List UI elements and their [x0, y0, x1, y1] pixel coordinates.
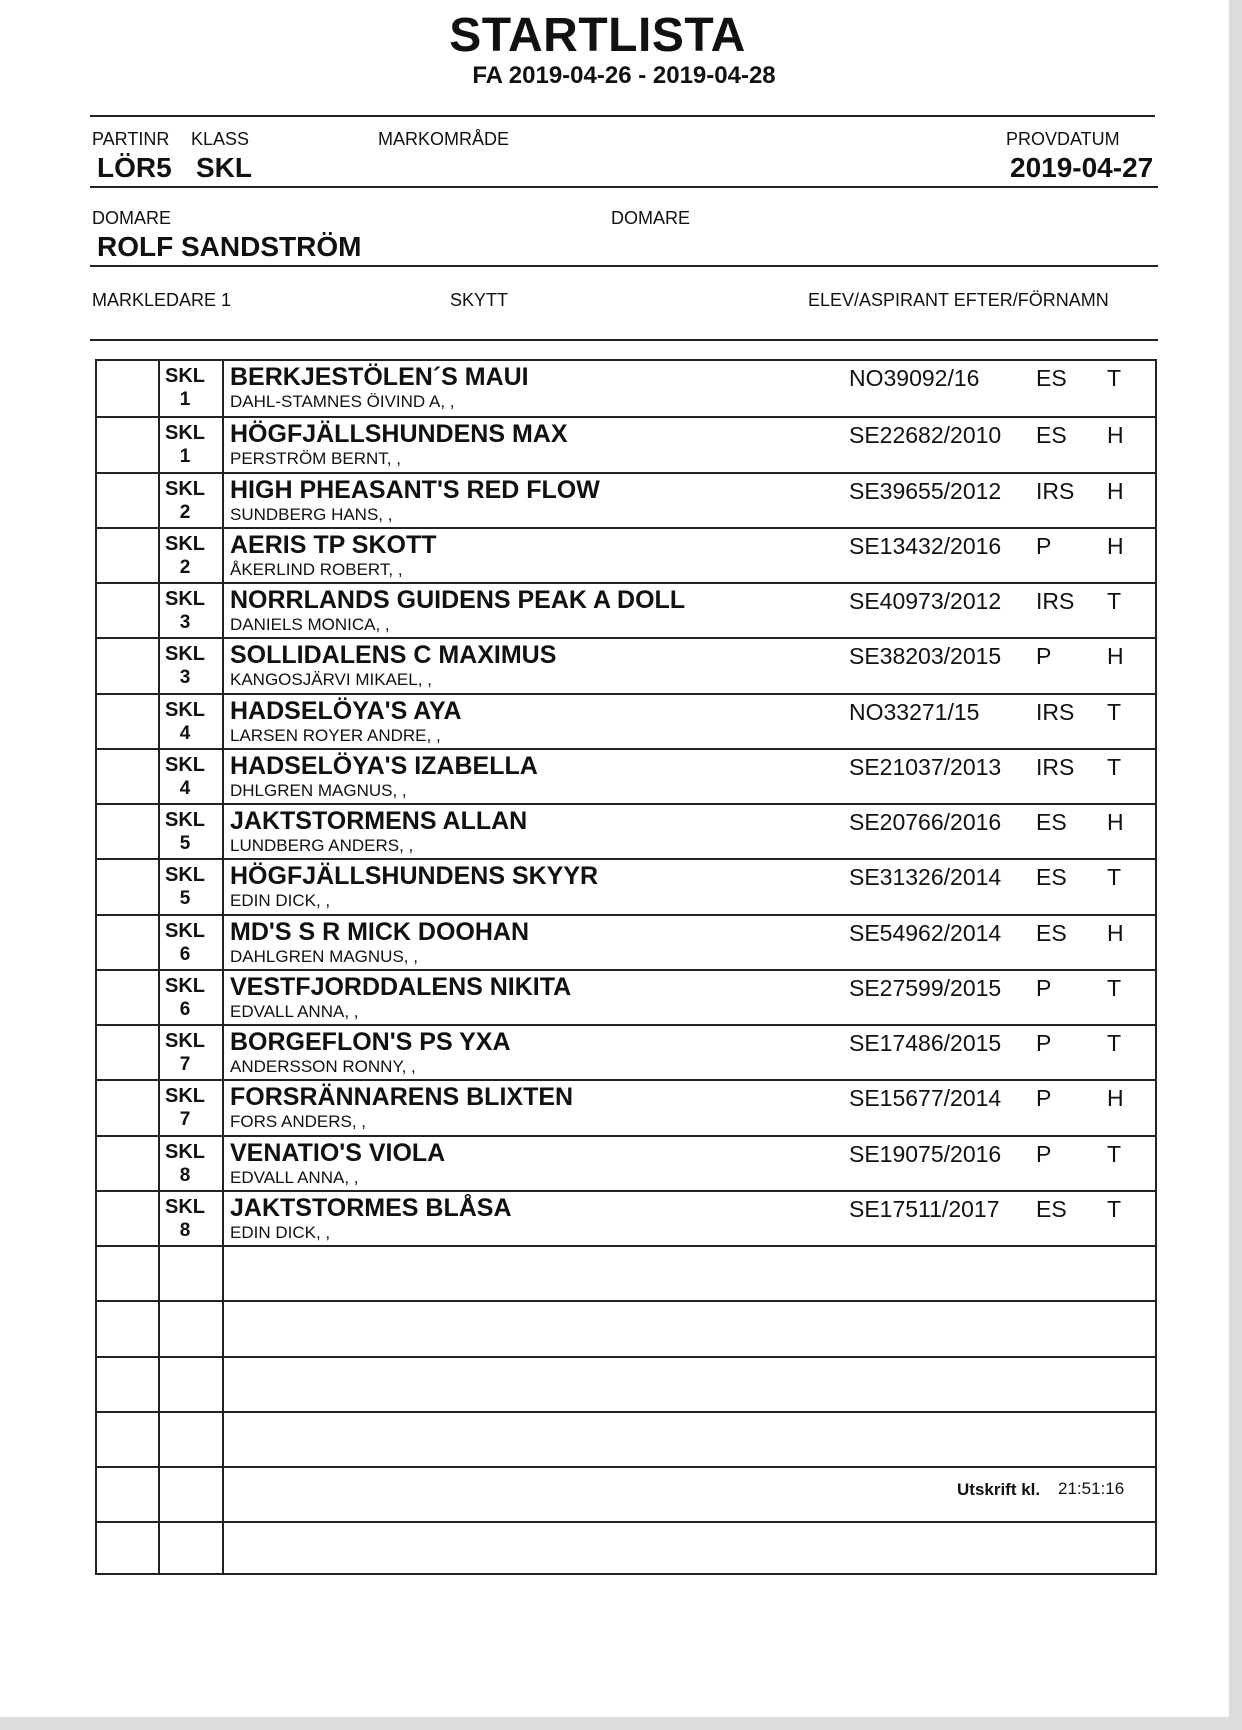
- empty-table-row: [97, 1356, 1155, 1411]
- registration-number: SE17486/2015: [849, 1030, 1002, 1056]
- handler-name: LUNDBERG ANDERS, ,: [230, 836, 414, 855]
- dog-name: JAKTSTORMES BLÅSA: [230, 1193, 512, 1222]
- start-number: 3: [179, 612, 191, 633]
- table-row: [97, 1079, 1155, 1134]
- markledare-label: MARKLEDARE 1: [92, 290, 232, 310]
- handler-name: EDVALL ANNA, ,: [230, 1167, 359, 1187]
- empty-table-row: [97, 1300, 1155, 1355]
- registration-number: SE54962/2014: [849, 919, 1002, 946]
- handler-name: EDIN DICK, ,: [230, 891, 331, 911]
- breed-code: IRS: [1036, 698, 1075, 725]
- sex-code: H: [1107, 477, 1124, 504]
- table-row: [97, 416, 1155, 471]
- registration-number: SE19075/2016: [849, 1140, 1002, 1167]
- class-code: SKL: [165, 1085, 205, 1108]
- dog-name: HÖGFJÄLLSHUNDENS SKYYR: [230, 862, 599, 891]
- start-number: 2: [179, 556, 191, 578]
- start-number: 5: [179, 888, 191, 910]
- class-code: SKL: [165, 422, 205, 445]
- table-row: [97, 637, 1155, 692]
- handler-name: FORS ANDERS, ,: [230, 1112, 367, 1132]
- breed-code: ES: [1036, 809, 1067, 835]
- sex-code: T: [1107, 753, 1122, 780]
- dog-name: HÖGFJÄLLSHUNDENS MAX: [230, 420, 568, 449]
- start-number: 6: [179, 943, 191, 965]
- registration-number: SE22682/2010: [849, 422, 1002, 449]
- registration-number: SE21037/2013: [849, 753, 1002, 780]
- partinr-label: PARTINR: [92, 129, 170, 149]
- registration-number: SE39655/2012: [849, 477, 1002, 504]
- dog-name: JAKTSTORMENS ALLAN: [230, 807, 528, 835]
- registration-number: NO33271/15: [849, 698, 980, 725]
- handler-name: DANIELS MONICA, ,: [230, 615, 390, 634]
- table-row: [97, 527, 1155, 582]
- registration-number: SE27599/2015: [849, 974, 1002, 1001]
- handler-name: LARSEN ROYER ANDRE, ,: [230, 725, 441, 745]
- empty-table-row: [97, 1411, 1155, 1466]
- elev-aspirant-label: ELEV/ASPIRANT EFTER/FÖRNAMN: [808, 290, 1109, 310]
- class-code: SKL: [165, 1195, 205, 1218]
- sex-code: T: [1107, 974, 1122, 1001]
- handler-name: ÅKERLIND ROBERT, ,: [230, 559, 403, 579]
- breed-code: P: [1036, 1030, 1052, 1056]
- class-code: SKL: [165, 532, 205, 555]
- breed-code: ES: [1036, 422, 1067, 449]
- provdatum-label: PROVDATUM: [1006, 129, 1120, 149]
- dog-name: BORGEFLON'S PS YXA: [230, 1028, 511, 1056]
- class-code: SKL: [165, 974, 205, 997]
- class-code: SKL: [165, 919, 205, 942]
- sex-code: T: [1107, 864, 1122, 891]
- start-number: 8: [179, 1219, 191, 1241]
- table-row: [97, 858, 1155, 913]
- divider: [90, 265, 1158, 267]
- table-row: [97, 1024, 1155, 1079]
- handler-name: PERSTRÖM BERNT, ,: [230, 449, 401, 469]
- dog-name: BERKJESTÖLEN´S MAUI: [230, 363, 529, 391]
- empty-table-row: [97, 1521, 1155, 1576]
- table-row: [97, 361, 1155, 416]
- class-code: SKL: [165, 864, 205, 887]
- provdatum-value: 2019-04-27: [1010, 152, 1154, 183]
- table-row: [97, 803, 1155, 858]
- table-row: [97, 1190, 1155, 1245]
- sex-code: T: [1107, 1195, 1122, 1222]
- registration-number: SE38203/2015: [849, 643, 1002, 670]
- divider: [90, 339, 1158, 341]
- start-number: 7: [179, 1054, 191, 1075]
- registration-number: SE13432/2016: [849, 532, 1002, 559]
- handler-name: ANDERSSON RONNY, ,: [230, 1057, 416, 1076]
- markomrade-label: MARKOMRÅDE: [378, 129, 510, 149]
- sex-code: T: [1107, 1030, 1122, 1056]
- dog-name: MD'S S R MICK DOOHAN: [230, 917, 529, 946]
- sex-code: H: [1107, 643, 1124, 670]
- table-row: [97, 472, 1155, 527]
- dog-name: VENATIO'S VIOLA: [230, 1138, 446, 1167]
- handler-name: DAHL-STAMNES ÖIVIND A, ,: [230, 392, 455, 411]
- class-code: SKL: [165, 1030, 205, 1052]
- domare-value: ROLF SANDSTRÖM: [97, 231, 362, 262]
- registration-number: SE40973/2012: [849, 588, 1002, 614]
- skytt-label: SKYTT: [450, 290, 509, 310]
- start-number: 4: [179, 777, 191, 799]
- table-row: [97, 969, 1155, 1024]
- sex-code: H: [1107, 532, 1124, 559]
- handler-name: EDIN DICK, ,: [230, 1222, 331, 1242]
- registration-number: SE20766/2016: [849, 809, 1002, 835]
- table-row: [97, 748, 1155, 803]
- breed-code: P: [1036, 974, 1052, 1001]
- table-row: [97, 693, 1155, 748]
- dog-name: AERIS TP SKOTT: [230, 530, 437, 559]
- start-number: 8: [179, 1164, 191, 1186]
- start-number: 3: [179, 667, 191, 689]
- start-number: 7: [179, 1109, 191, 1131]
- registration-number: NO39092/16: [849, 365, 980, 391]
- handler-name: EDVALL ANNA, ,: [230, 1001, 359, 1021]
- start-number: 1: [179, 446, 191, 468]
- print-time-label: Utskrift kl.: [957, 1480, 1041, 1499]
- breed-code: IRS: [1036, 477, 1075, 504]
- start-number: 1: [179, 389, 191, 410]
- sex-code: H: [1107, 809, 1124, 835]
- registration-number: SE17511/2017: [849, 1195, 1000, 1222]
- start-number: 2: [179, 501, 191, 523]
- start-list-table: [95, 359, 1157, 1575]
- start-number: 6: [179, 998, 191, 1020]
- class-code: SKL: [165, 477, 205, 500]
- divider: [90, 115, 1155, 117]
- breed-code: ES: [1036, 365, 1067, 391]
- handler-name: SUNDBERG HANS, ,: [230, 504, 393, 524]
- domare-label: DOMARE: [92, 208, 172, 228]
- class-code: SKL: [165, 753, 205, 776]
- empty-table-row: [97, 1245, 1155, 1300]
- sex-code: H: [1107, 422, 1124, 449]
- class-code: SKL: [165, 588, 205, 610]
- registration-number: SE15677/2014: [849, 1085, 1002, 1112]
- dog-name: VESTFJORDDALENS NIKITA: [230, 972, 572, 1001]
- print-time-value: 21:51:16: [1058, 1479, 1125, 1498]
- dog-name: SOLLIDALENS C MAXIMUS: [230, 641, 557, 670]
- class-code: SKL: [165, 365, 205, 387]
- partinr-value: LÖR5: [97, 152, 172, 183]
- class-code: SKL: [165, 809, 205, 831]
- table-row: [97, 1135, 1155, 1190]
- breed-code: ES: [1036, 919, 1067, 946]
- breed-code: P: [1036, 1140, 1052, 1167]
- start-number: 4: [179, 722, 191, 744]
- domare-2-label: DOMARE: [611, 208, 691, 228]
- registration-number: SE31326/2014: [849, 864, 1002, 891]
- sex-code: T: [1107, 365, 1122, 391]
- handler-name: KANGOSJÄRVI MIKAEL, ,: [230, 670, 432, 690]
- class-code: SKL: [165, 643, 205, 666]
- handler-name: DAHLGREN MAGNUS, ,: [230, 946, 418, 966]
- dog-name: HADSELÖYA'S IZABELLA: [230, 751, 538, 780]
- divider: [90, 186, 1158, 188]
- table-row: [97, 582, 1155, 637]
- sex-code: H: [1107, 1085, 1124, 1112]
- class-code: SKL: [165, 698, 205, 721]
- table-row: [97, 914, 1155, 969]
- sex-code: H: [1107, 919, 1124, 946]
- sex-code: T: [1107, 588, 1122, 614]
- klass-label: KLASS: [191, 129, 250, 149]
- dog-name: FORSRÄNNARENS BLIXTEN: [230, 1083, 574, 1112]
- event-dates: FA 2019-04-26 - 2019-04-28: [472, 62, 776, 89]
- document-title: STARTLISTA: [449, 9, 746, 62]
- dog-name: HIGH PHEASANT'S RED FLOW: [230, 475, 600, 504]
- breed-code: P: [1036, 1085, 1052, 1112]
- breed-code: P: [1036, 532, 1052, 559]
- handler-name: DHLGREN MAGNUS, ,: [230, 780, 407, 800]
- breed-code: IRS: [1036, 753, 1075, 780]
- dog-name: NORRLANDS GUIDENS PEAK A DOLL: [230, 586, 686, 614]
- breed-code: ES: [1036, 1195, 1067, 1222]
- start-number: 5: [179, 833, 191, 854]
- sex-code: T: [1107, 1140, 1122, 1167]
- breed-code: P: [1036, 643, 1052, 670]
- klass-value: SKL: [196, 152, 252, 183]
- dog-name: HADSELÖYA'S AYA: [230, 696, 462, 725]
- sex-code: T: [1107, 698, 1122, 725]
- class-code: SKL: [165, 1140, 205, 1163]
- breed-code: ES: [1036, 864, 1067, 891]
- breed-code: IRS: [1036, 588, 1075, 614]
